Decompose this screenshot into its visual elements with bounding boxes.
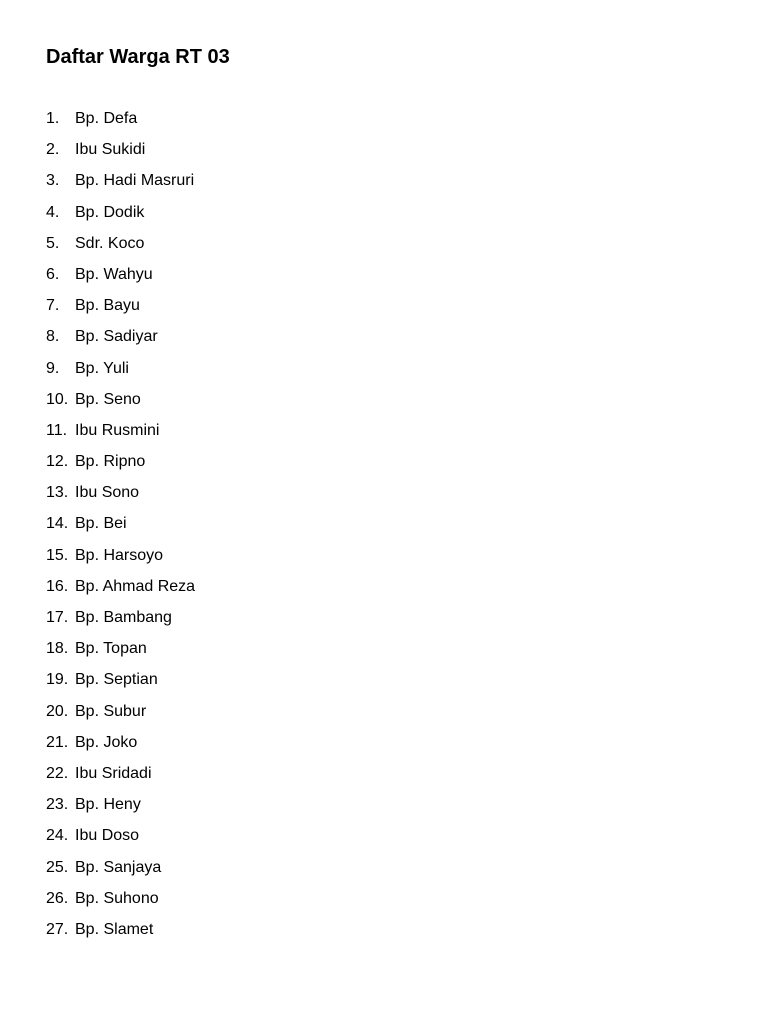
- list-item-name: Sdr. Koco: [75, 234, 145, 252]
- list-item-name: Bp. Defa: [75, 110, 138, 127]
- list-item-number: 1.: [46, 110, 60, 127]
- list-item: [46, 262, 195, 293]
- list-item-number: 24.: [46, 827, 69, 845]
- list-item: [46, 231, 195, 262]
- list-item-number: 10.: [46, 390, 69, 408]
- list-item: [46, 200, 195, 231]
- list-item-name: Bp. Heny: [75, 796, 141, 814]
- list-item-name: Ibu Sono: [75, 484, 140, 502]
- list-item: [46, 855, 195, 886]
- list-item-name: Bp. Yuli: [75, 359, 129, 377]
- page-title: Daftar Warga RT 03: [46, 46, 230, 68]
- list-item: [46, 574, 195, 605]
- list-item-number: 19.: [46, 671, 69, 689]
- list-item-number: 22.: [46, 764, 69, 782]
- list-item-number: 15.: [46, 546, 69, 564]
- list-item-number: 26.: [46, 889, 69, 907]
- list-item: [46, 387, 195, 418]
- list-item-name: Bp. Topan: [75, 640, 147, 658]
- list-item-number: 6.: [46, 265, 60, 283]
- list-item-name: Bp. Seno: [75, 390, 141, 408]
- list-item: [46, 449, 195, 480]
- list-item: [46, 636, 195, 667]
- list-item: [46, 137, 195, 168]
- list-item: [46, 917, 195, 948]
- list-item: [46, 699, 195, 730]
- list-item-name: Bp. Wahyu: [75, 265, 153, 283]
- list-item-number: 13.: [46, 484, 69, 502]
- list-item-name: Bp. Harsoyo: [75, 546, 164, 564]
- list-item-name: Bp. Joko: [75, 733, 138, 751]
- list-item: [46, 667, 195, 698]
- list-item-number: 18.: [46, 640, 69, 658]
- list-item-number: 23.: [46, 796, 69, 814]
- list-item-number: 12.: [46, 453, 69, 471]
- list-item-number: 5.: [46, 234, 60, 252]
- list-item: [46, 293, 195, 324]
- list-item: [46, 730, 195, 761]
- list-item-name: Bp. Ripno: [75, 453, 146, 471]
- list-item-name: Bp. Sanjaya: [75, 858, 162, 876]
- list-item-name: Bp. Subur: [75, 702, 147, 720]
- list-item: [46, 511, 195, 542]
- list-item-name: Ibu Rusmini: [75, 421, 160, 439]
- list-item: [46, 886, 195, 917]
- list-item-name: Bp. Hadi Masruri: [75, 172, 195, 190]
- list-item-name: Ibu Sridadi: [75, 764, 152, 782]
- list-item-number: 7.: [46, 297, 60, 315]
- list-item: [46, 543, 195, 574]
- list-item-number: 8.: [46, 328, 60, 346]
- list-item: [46, 356, 195, 387]
- list-item-name: Bp. Bambang: [75, 609, 172, 626]
- list-item: [46, 792, 195, 823]
- list-item-name: Bp. Bayu: [75, 297, 140, 315]
- list-item-number: 4.: [46, 203, 60, 221]
- list-item-name: Bp. Sadiyar: [75, 328, 158, 346]
- list-item: [46, 605, 195, 636]
- list-item-name: Bp. Slamet: [75, 920, 154, 938]
- list-item-name: Ibu Doso: [75, 827, 140, 845]
- list-item-number: 11.: [46, 421, 68, 439]
- list-item-name: Bp. Ahmad Reza: [75, 577, 196, 595]
- list-item-name: Bp. Suhono: [75, 889, 159, 907]
- list-item: [46, 106, 195, 137]
- list-item-number: 27.: [46, 920, 69, 938]
- list-item: [46, 823, 195, 854]
- list-item: [46, 418, 195, 449]
- list-item-name: Bp. Bei: [75, 515, 127, 533]
- resident-list: [46, 106, 195, 948]
- list-item: [46, 324, 195, 355]
- list-item-number: 2.: [46, 141, 60, 159]
- list-item-number: 3.: [46, 172, 60, 190]
- list-item: [46, 480, 195, 511]
- list-item-number: 17.: [46, 609, 69, 626]
- list-item-name: Bp. Dodik: [75, 203, 145, 221]
- list-item: [46, 761, 195, 792]
- list-item-number: 20.: [46, 702, 69, 720]
- list-item-number: 21.: [46, 733, 69, 751]
- list-item: [46, 168, 195, 199]
- list-item-number: 9.: [46, 359, 60, 377]
- list-item-name: Bp. Septian: [75, 671, 158, 689]
- list-item-name: Ibu Sukidi: [75, 141, 146, 159]
- list-item-number: 16.: [46, 577, 69, 595]
- list-item-number: 25.: [46, 858, 69, 876]
- list-item-number: 14.: [46, 515, 69, 533]
